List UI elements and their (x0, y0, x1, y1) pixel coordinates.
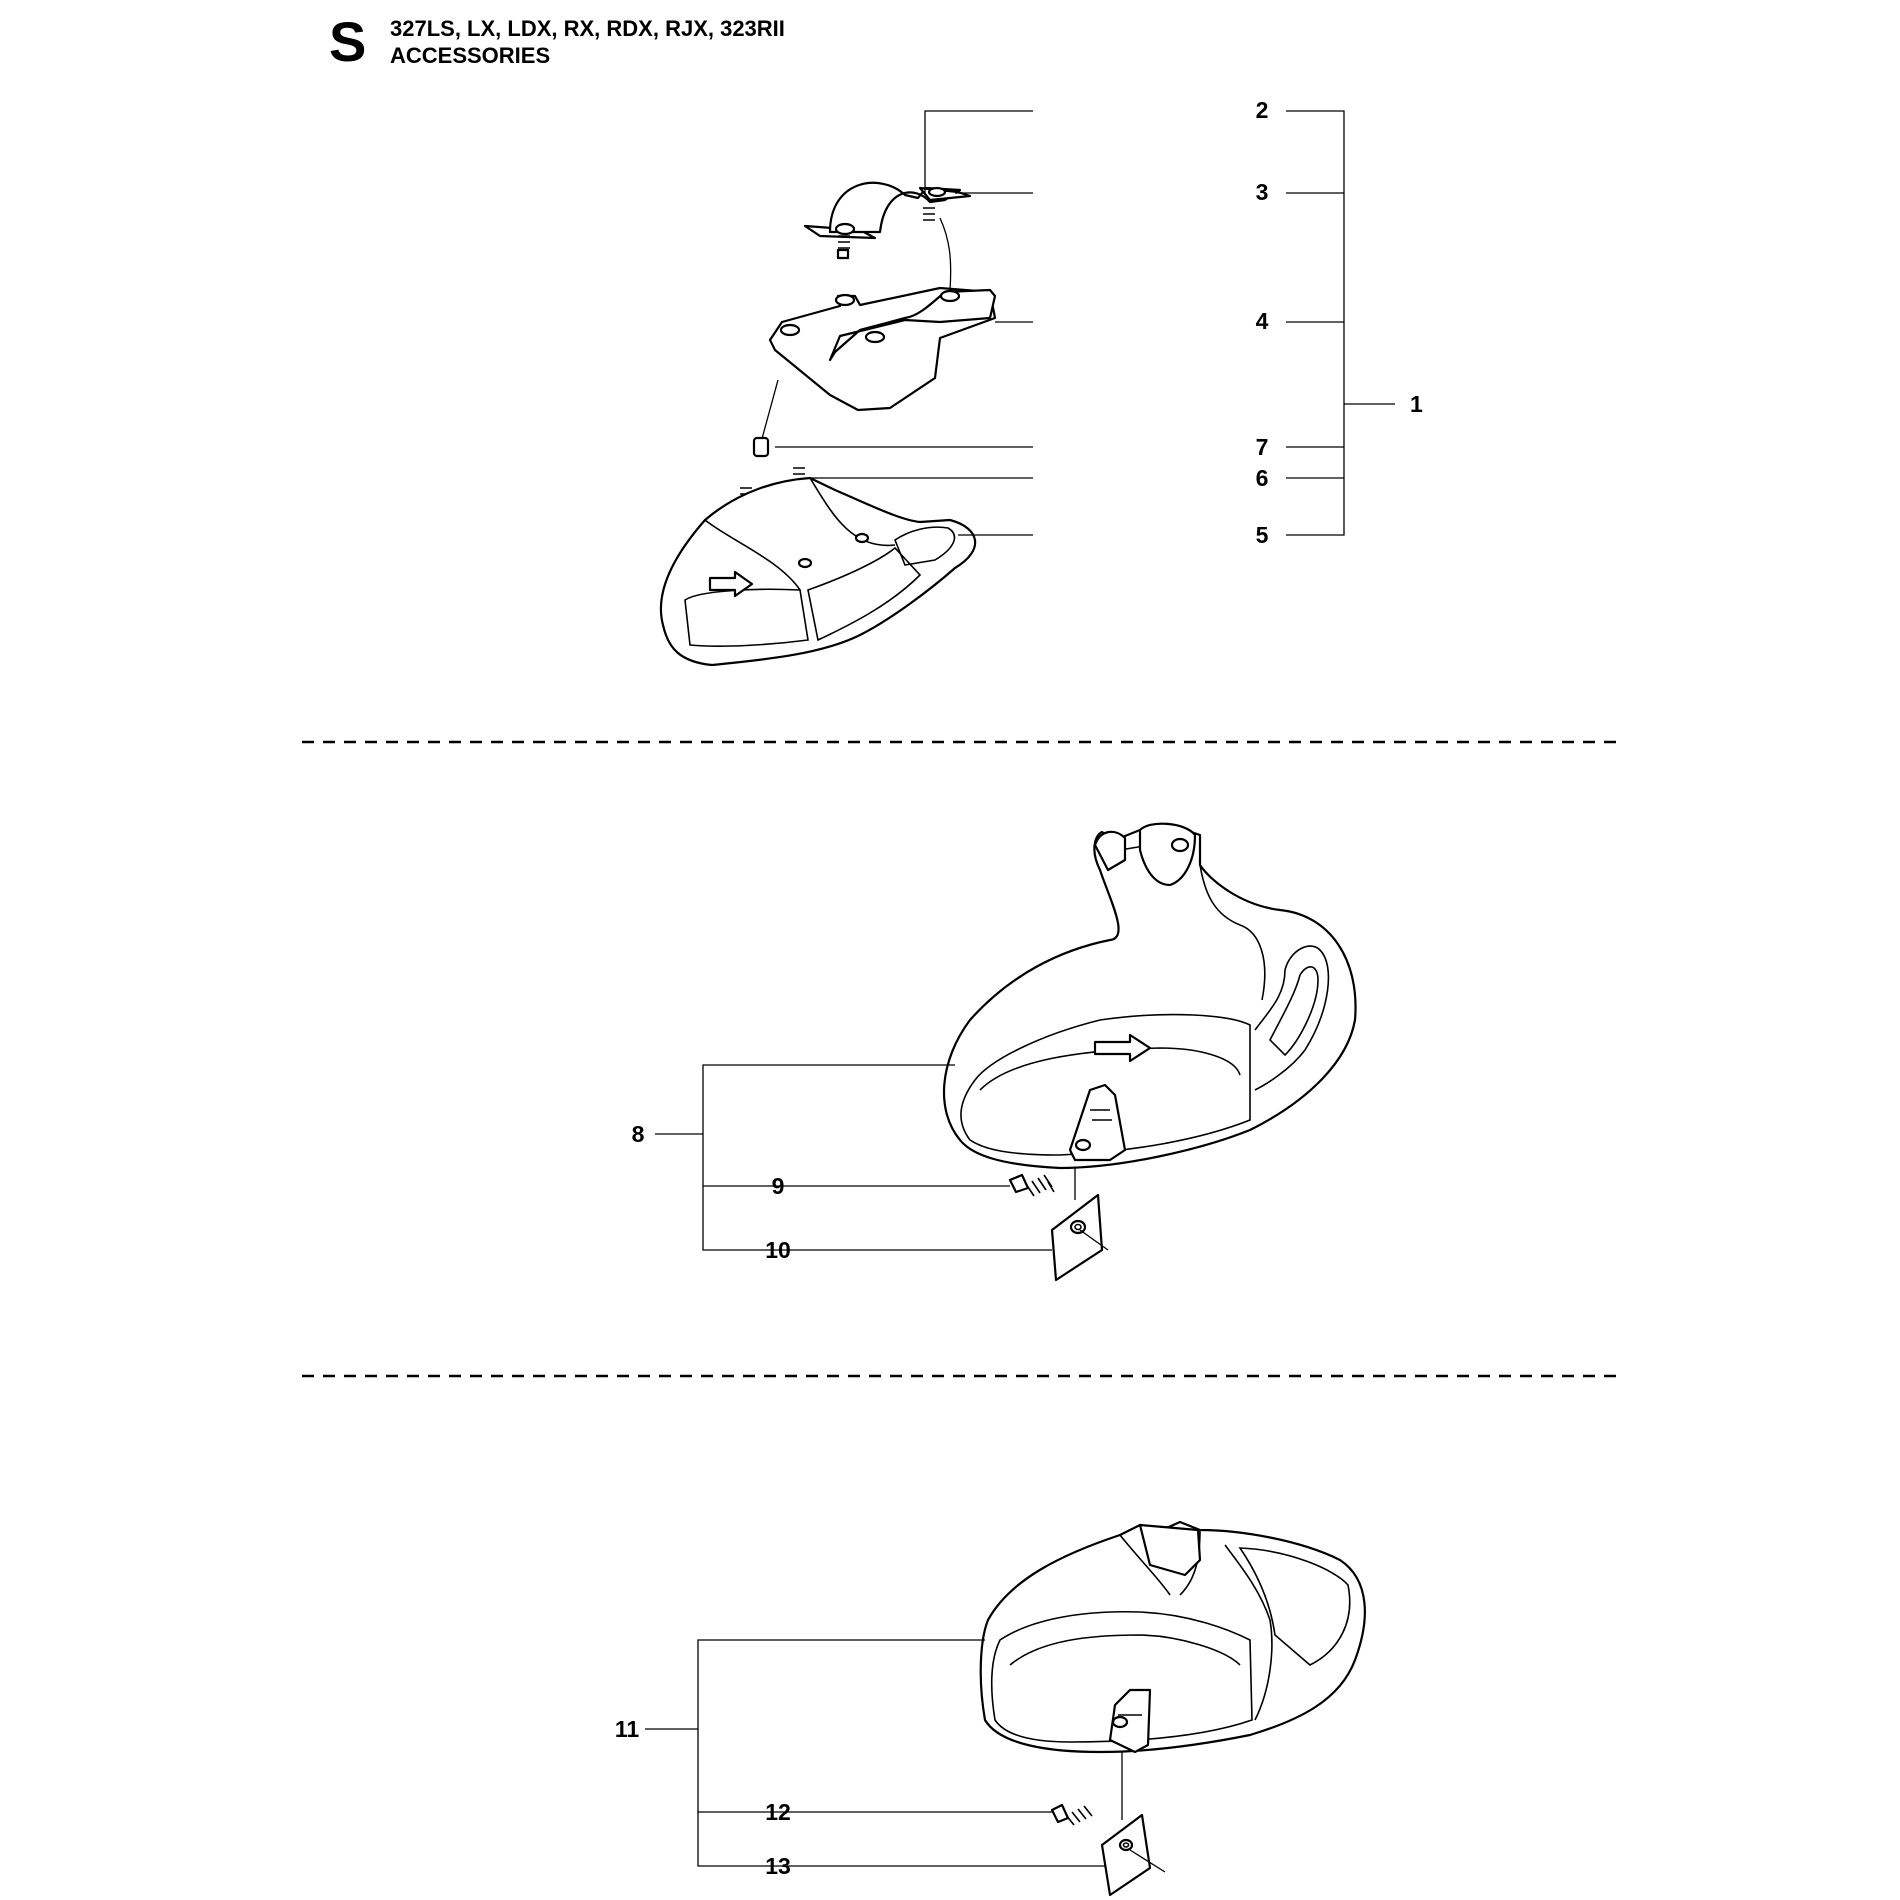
callout-4: 4 (1255, 308, 1269, 334)
callout-10: 10 (765, 1237, 791, 1263)
spacer-part (754, 438, 768, 456)
callout-13: 13 (765, 1853, 791, 1879)
guard-11-part (981, 1522, 1365, 1752)
large-guard-part (944, 824, 1356, 1168)
callout-11: 11 (614, 1716, 640, 1742)
callout-1: 1 (1410, 391, 1423, 417)
callout-5: 5 (1255, 522, 1269, 548)
callout-6: 6 (1255, 465, 1269, 491)
assembly-11-drawing (981, 1522, 1365, 1895)
callout-12: 12 (765, 1799, 791, 1825)
guard-part (661, 478, 975, 665)
callout-7: 7 (1255, 434, 1269, 460)
callout-8: 8 (631, 1121, 645, 1147)
model-list: 327LS, LX, LDX, RX, RDX, RJX, 323RII (390, 16, 785, 41)
callout-3: 3 (1255, 179, 1269, 205)
plate-13-part (1102, 1815, 1150, 1895)
callout-9: 9 (771, 1173, 785, 1199)
plate-10-part (1052, 1195, 1102, 1280)
section-letter: S (329, 10, 367, 73)
assembly-1-drawing (661, 183, 995, 665)
bracket-part (770, 288, 995, 410)
bolt-9-part (1010, 1175, 1054, 1196)
section-title: ACCESSORIES (390, 43, 551, 68)
assembly-8-drawing (944, 824, 1356, 1280)
bolt-12-part (1052, 1805, 1092, 1825)
callout-2: 2 (1255, 97, 1269, 123)
